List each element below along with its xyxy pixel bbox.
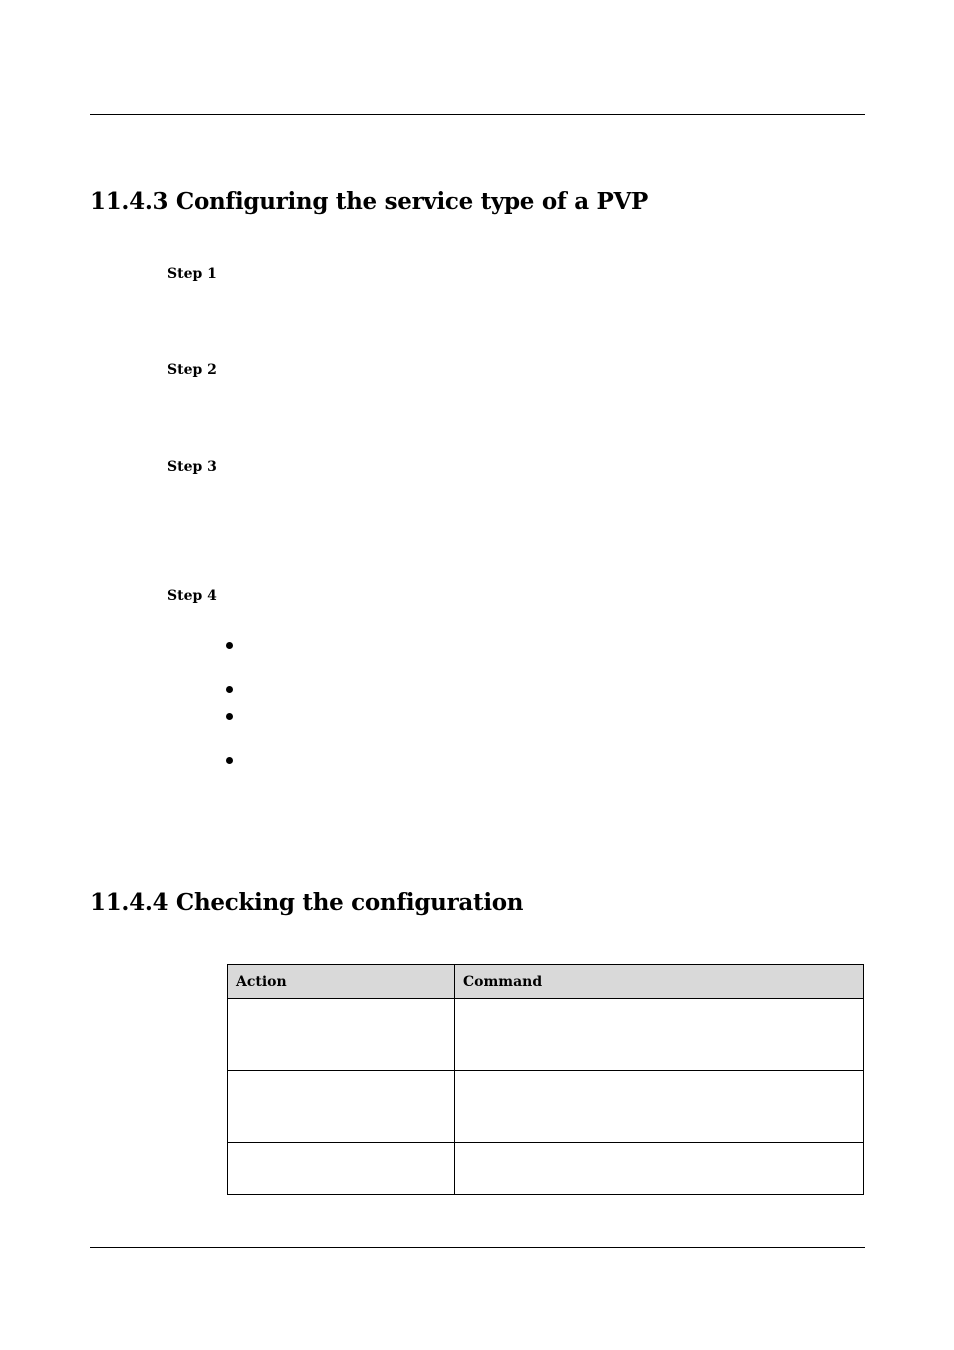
action-cell	[228, 1071, 455, 1143]
column-header-command: Command	[455, 965, 864, 999]
table-row	[228, 1071, 864, 1143]
command-cell	[455, 1071, 864, 1143]
configuration-check-table	[227, 964, 864, 1195]
bullet-icon	[226, 686, 233, 693]
footer-rule	[90, 1247, 865, 1248]
step-3-label: Step 3	[167, 459, 217, 475]
bullet-icon	[226, 757, 233, 764]
step-4-label: Step 4	[167, 588, 217, 604]
command-cell	[455, 1143, 864, 1195]
section-heading-checking-configuration: 11.4.4 Checking the configuration	[90, 889, 524, 916]
column-header-action: Action	[228, 965, 455, 999]
table-row	[228, 1143, 864, 1195]
header-rule	[90, 114, 865, 115]
table-header-row	[228, 965, 864, 999]
action-cell	[228, 1143, 455, 1195]
table-row	[228, 999, 864, 1071]
bullet-icon	[226, 642, 233, 649]
step-2-label: Step 2	[167, 362, 217, 378]
step-1-label: Step 1	[167, 266, 217, 282]
section-heading-pvp-service-type: 11.4.3 Configuring the service type of a PVP	[90, 188, 649, 215]
action-cell	[228, 999, 455, 1071]
bullet-icon	[226, 713, 233, 720]
command-cell	[455, 999, 864, 1071]
